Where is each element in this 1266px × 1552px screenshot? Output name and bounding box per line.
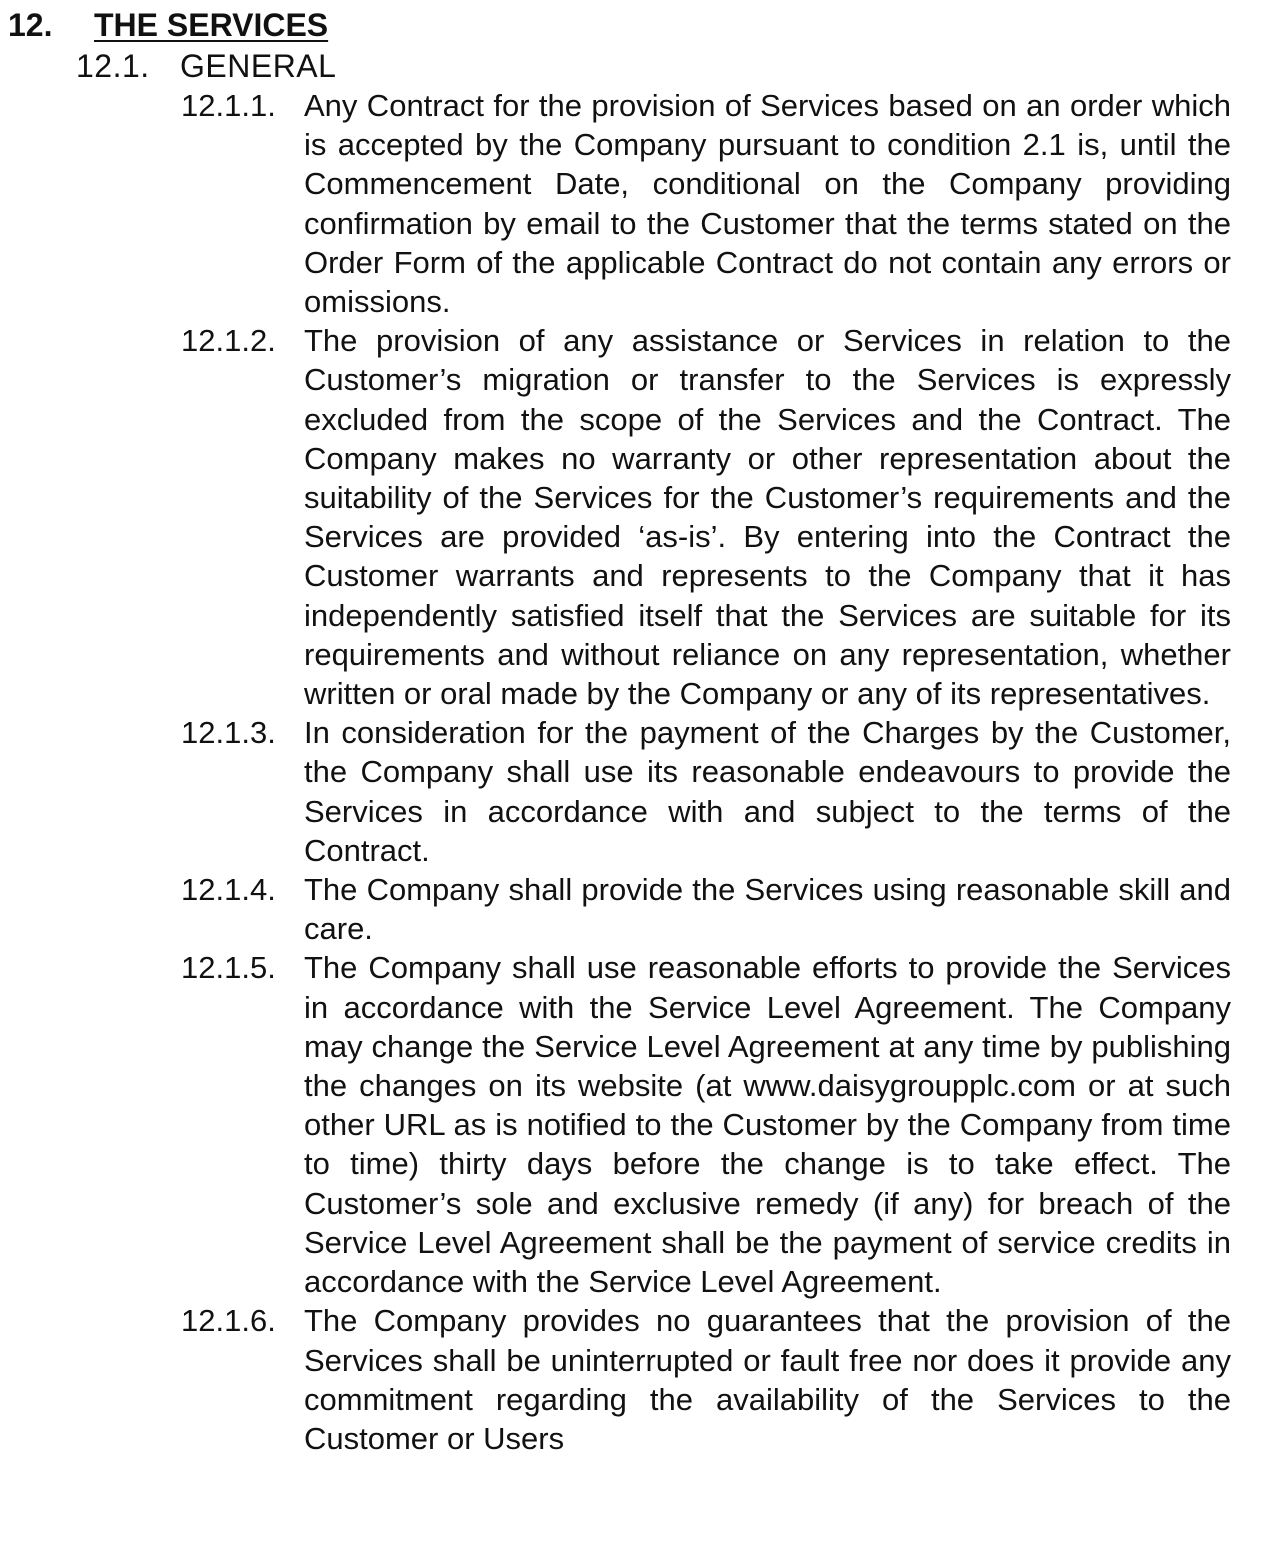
section-title: THE SERVICES xyxy=(94,7,329,43)
clause-12-1-2 xyxy=(0,321,1266,713)
subsection-title: GENERAL xyxy=(180,48,337,84)
clause-text: Any Contract for the provision of Services based on an order which is accepted by the Company pursuant to condition 2.1 is, until the Commencement Date, conditional on the Company providing confirmation by email to the Customer that the terms stated on the Order Form of the applicable Contract do not contain any errors or omissions. xyxy=(304,88,1231,320)
section-number: 12. xyxy=(8,7,53,43)
clause-12-1-4 xyxy=(0,870,1266,948)
clause-number: 12.1.2. xyxy=(181,323,276,359)
clause-12-1-1 xyxy=(0,86,1266,321)
subsection-heading xyxy=(76,47,336,85)
clause-number: 12.1.3. xyxy=(181,715,276,751)
clause-number: 12.1.6. xyxy=(181,1303,276,1339)
section-heading xyxy=(8,6,328,44)
clause-12-1-5 xyxy=(0,948,1266,1301)
clause-12-1-3 xyxy=(0,713,1266,870)
clause-number: 12.1.1. xyxy=(181,88,276,123)
clause-text: The Company provides no guarantees that the provision of the Services shall be uninterrupted or fault free nor does it provide any commitment regarding the availability of the Services to the Customer or Users xyxy=(304,1303,1231,1456)
clause-number: 12.1.5. xyxy=(181,950,276,986)
subsection-number: 12.1. xyxy=(76,48,150,84)
clause-list xyxy=(0,86,1266,1458)
clause-text: The provision of any assistance or Services in relation to the Customer’s migration or transfer to the Services is expressly excluded from the scope of the Services and the Contract. The Company makes no warranty or other representation about the suitability of the Services for the Customer’s requirements and the Services are provided ‘as-is’. By entering into the Contract the Customer warrants and represents to the Company that it has independently satisfied itself that the Services are suitable for its requirements and without reliance on any representation, whether written or oral made by the Company or any of its representatives. xyxy=(304,323,1231,712)
clause-text: The Company shall use reasonable efforts to provide the Services in accordance with the Service Level Agreement. The Company may change the Service Level Agreement at any time by publishing the changes on its website (at www.daisygroupplc.com or at such other URL as is notified to the Customer by the Company from time to time) thirty days before the change is to take effect. The Customer’s sole and exclusive remedy (if any) for breach of the Service Level Agreement shall be the payment of service credits in accordance with the Service Level Agreement. xyxy=(304,950,1231,1300)
clause-12-1-6 xyxy=(0,1301,1266,1458)
clause-number: 12.1.4. xyxy=(181,872,276,908)
clause-text: In consideration for the payment of the Charges by the Customer, the Company shall use its reasonable endeavours to provide the Services in accordance with and subject to the terms of the Contract. xyxy=(304,715,1231,868)
clause-text: The Company shall provide the Services using reasonable skill and care. xyxy=(304,872,1231,947)
